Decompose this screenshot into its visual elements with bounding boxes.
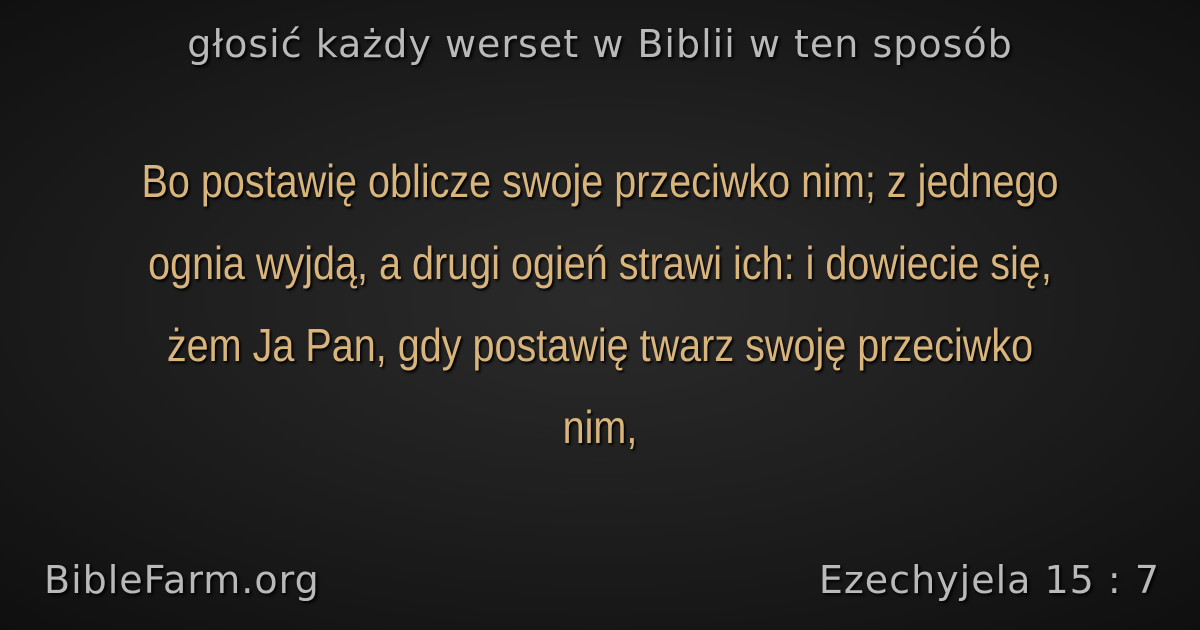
site-name: BibleFarm.org <box>44 558 320 602</box>
tagline: głosić każdy werset w Biblii w ten sposób <box>187 22 1013 66</box>
verse-text: Bo postawię oblicze swoje przeciwko nim; z jednego ognia wyjdą, a drugi ogień strawi ich: i dowiecie się, żem Ja Pan, gdy postawię twarz swoję przeciwko nim, <box>141 155 1059 453</box>
verse-reference: Ezechyjela 15 : 7 <box>818 558 1160 602</box>
